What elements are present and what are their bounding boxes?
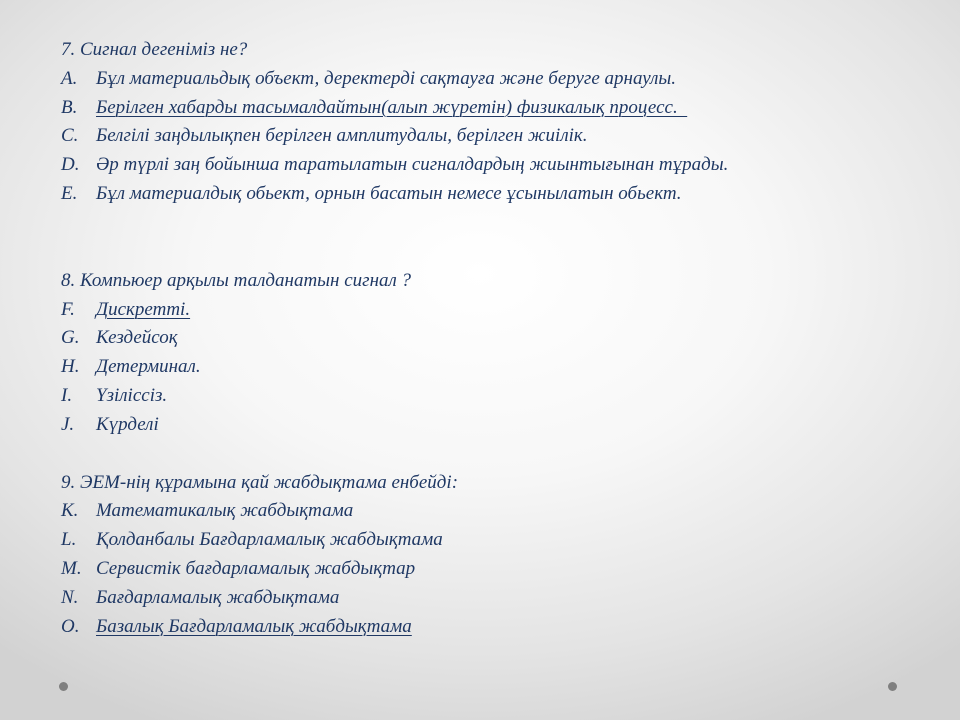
option-text: Математикалық жабдықтама [96, 500, 354, 522]
option-text: Бұл материальдық объект, деректерді сақтауға және беруге арнаулы. [96, 67, 677, 89]
option-letter: M. [61, 557, 82, 579]
option-letter: G. [61, 327, 80, 349]
option-letter: E. [61, 182, 78, 204]
slide-content [61, 36, 941, 641]
option-text: Әр түрлі заң бойынша таратылатын сигналдардың жиынтығынан тұрады. [96, 154, 729, 176]
question-title: 9. ЭЕМ-нің құрамына қай жабдықтама енбейді: [61, 471, 459, 493]
answer-option-correct [61, 94, 941, 123]
option-text: Белгілі заңдылықпен берілген амплитудалы, берілген жиілік. [96, 125, 588, 147]
option-text: Детерминал. [96, 356, 201, 378]
option-letter: B. [61, 96, 78, 118]
option-letter: A. [61, 67, 78, 89]
answer-option [61, 122, 941, 151]
option-letter: I. [61, 384, 73, 406]
answer-option [61, 324, 941, 353]
option-text: Үзіліссіз. [96, 384, 168, 406]
question-9 [61, 469, 941, 642]
answer-option [61, 151, 941, 180]
option-letter: F. [61, 298, 75, 320]
option-text-underlined: Дискретті. [96, 298, 191, 320]
spacer [61, 440, 941, 469]
question-7 [61, 36, 941, 209]
decorative-dot-right [888, 682, 897, 691]
option-letter: O. [61, 615, 80, 637]
answer-option [61, 411, 941, 440]
answer-option [61, 180, 941, 209]
option-text-underlined: Базалық Бағдарламалық жабдықтама [96, 615, 412, 637]
option-text: Күрделі [96, 413, 159, 435]
option-letter: H. [61, 356, 80, 378]
answer-option [61, 584, 941, 613]
decorative-dot-left [59, 682, 68, 691]
option-text: Бұл материалдық обьект, орнын басатын немесе ұсынылатын обьект. [96, 182, 682, 204]
option-letter: D. [61, 154, 80, 176]
answer-option [61, 526, 941, 555]
question-title: 7. Сигнал дегеніміз не? [61, 39, 248, 60]
question-title: 8. Компьюер арқылы талданатын сигнал ? [61, 269, 412, 291]
option-letter: C. [61, 125, 79, 147]
option-text: Кездейсоқ [96, 327, 178, 349]
answer-option [61, 353, 941, 382]
option-text: Қолданбалы Бағдарламалық жабдықтама [96, 529, 443, 551]
option-letter: N. [61, 586, 79, 608]
option-letter: K. [61, 500, 79, 522]
option-letter: L. [61, 529, 77, 551]
option-text-underlined: Берілген хабарды тасымалдайтын(алып жүретін) физикалық процесс. [96, 96, 688, 118]
option-text: Бағдарламалық жабдықтама [96, 586, 340, 608]
answer-option [61, 497, 941, 526]
answer-option [61, 555, 941, 584]
question-8 [61, 267, 941, 440]
answer-option [61, 382, 941, 411]
spacer [61, 209, 941, 267]
option-letter: J. [61, 413, 75, 435]
answer-option-correct [61, 296, 941, 325]
answer-option-correct [61, 613, 941, 642]
answer-option [61, 65, 941, 94]
option-text: Сервистік бағдарламалық жабдықтар [96, 557, 416, 579]
